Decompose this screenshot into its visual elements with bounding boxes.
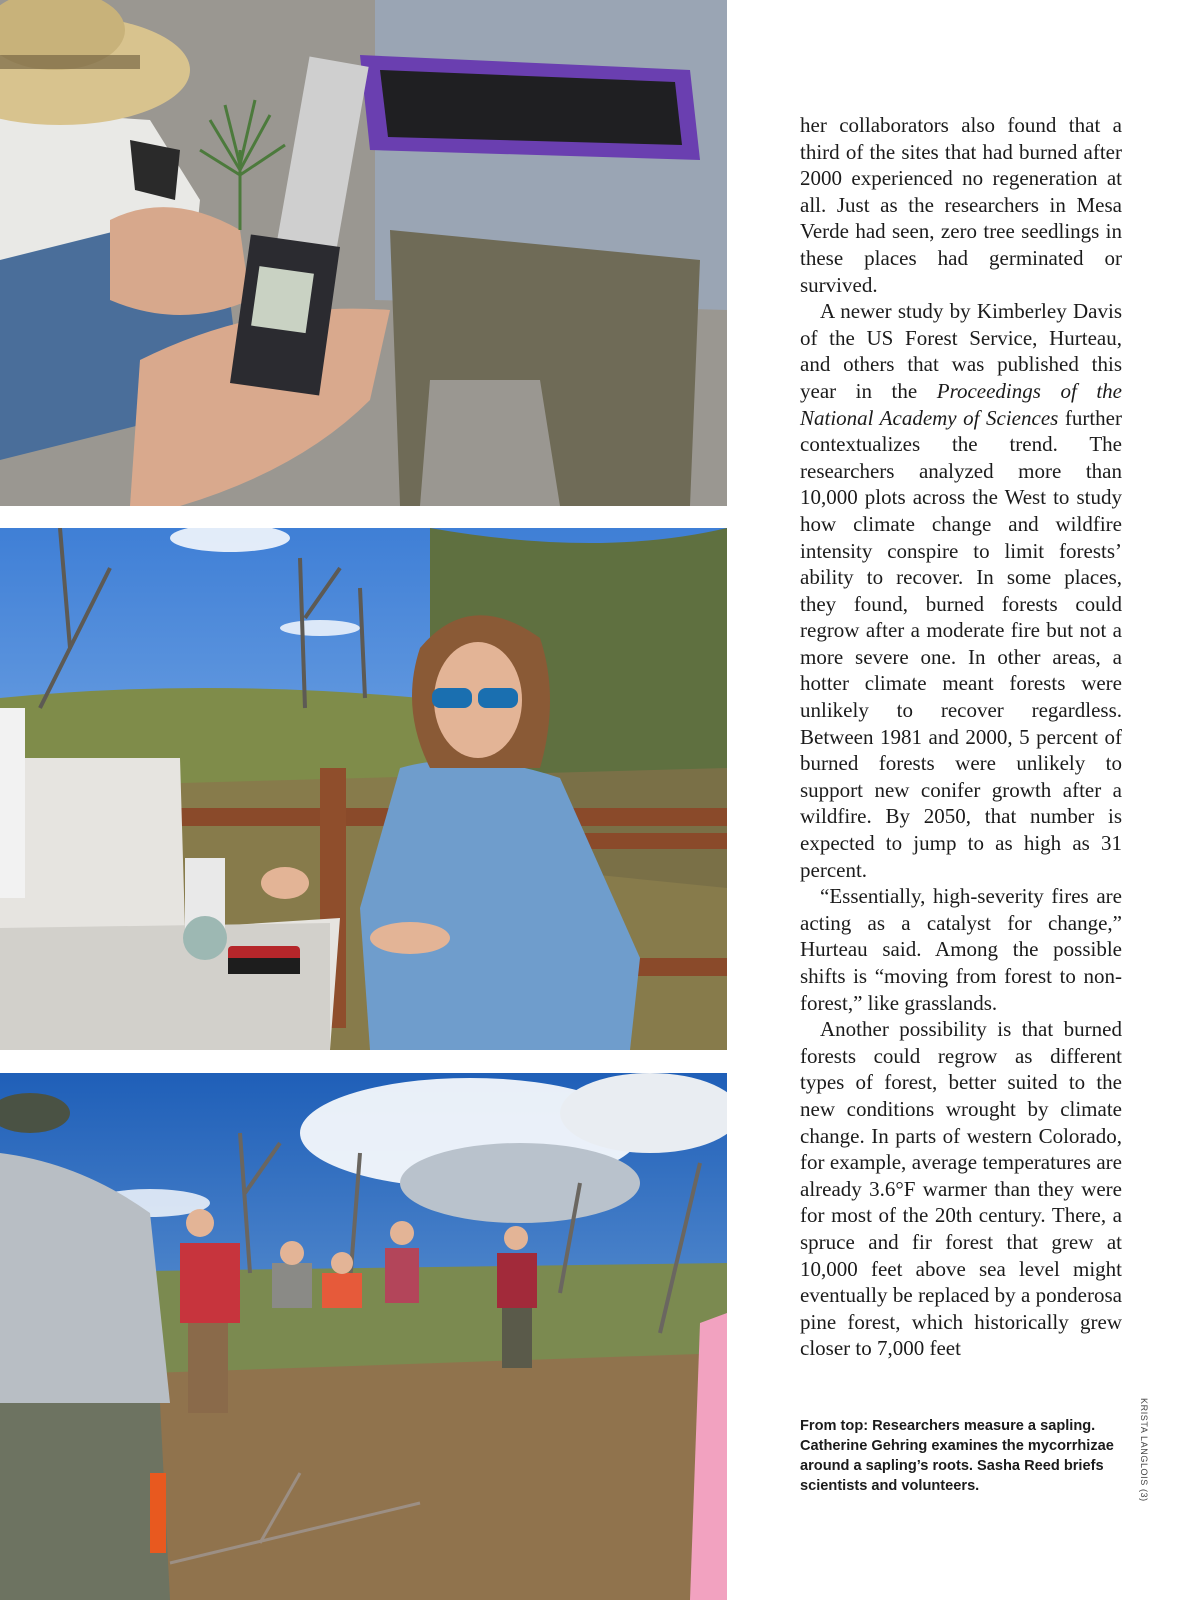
- article-text: further contextualizes the trend. The researchers analyzed more than 10,000 plots across the West to study how climate change and wildfire intensity conspire to limit forests’ ability to recover. In some places, they found, burned forests could regrow after a moderate fire but not a more severe one. In other areas, a hotter climate meant forests were unlikely to recover regardless. Between 1981 and 2000, 5 percent of burned forests were unlikely to support new conifer growth after a wildfire. By 2050, that number is expected to jump to as high as 31 percent.: [800, 405, 1122, 882]
- article-paragraph: Another possibility is that burned forests could regrow as different types of forest, better suited to the new conditions wrought by climate change. In parts of western Colorado, for example, average temperatures are already 3.6°F warmer than they were for most of the 20th century. There, a spruce and fir forest that grew at 10,000 feet above sea level might eventually be replaced by a ponderosa pine forest, which historically grew closer to 7,000 feet: [800, 1017, 1122, 1361]
- photo-credit: KRISTA LANGLOIS (3): [1139, 1398, 1149, 1502]
- article-body: [800, 112, 1122, 1362]
- photo-reed-briefs-group: [0, 1073, 727, 1600]
- article-paragraph: “Essentially, high-severity fires are acting as a catalyst for change,” Hurteau said. Among the possible shifts is “moving from forest to non-forest,” like grasslands.: [800, 884, 1122, 1015]
- photo-sapling-measurement: [0, 0, 727, 506]
- photo-gehring-examines-roots: [0, 528, 727, 1050]
- article-paragraph: her collaborators also found that a third of the sites that had burned after 2000 experienced no regeneration at all. Just as the researchers in Mesa Verde had seen, zero tree seedlings in these places had germinated or survived.: [800, 113, 1122, 297]
- journal-title: Proceedings of the National Academy of Sciences: [800, 378, 1123, 430]
- article-text: A newer study by Kimberley Davis of the US Forest Service, Hurteau, and others that was published this year in the: [800, 299, 1122, 403]
- article-paragraph: [800, 298, 1122, 883]
- photo-caption: From top: Researchers measure a sapling. Catherine Gehring examines the mycorrhizae around a sapling’s roots. Sasha Reed briefs scientists and volunteers.: [800, 1418, 1114, 1494]
